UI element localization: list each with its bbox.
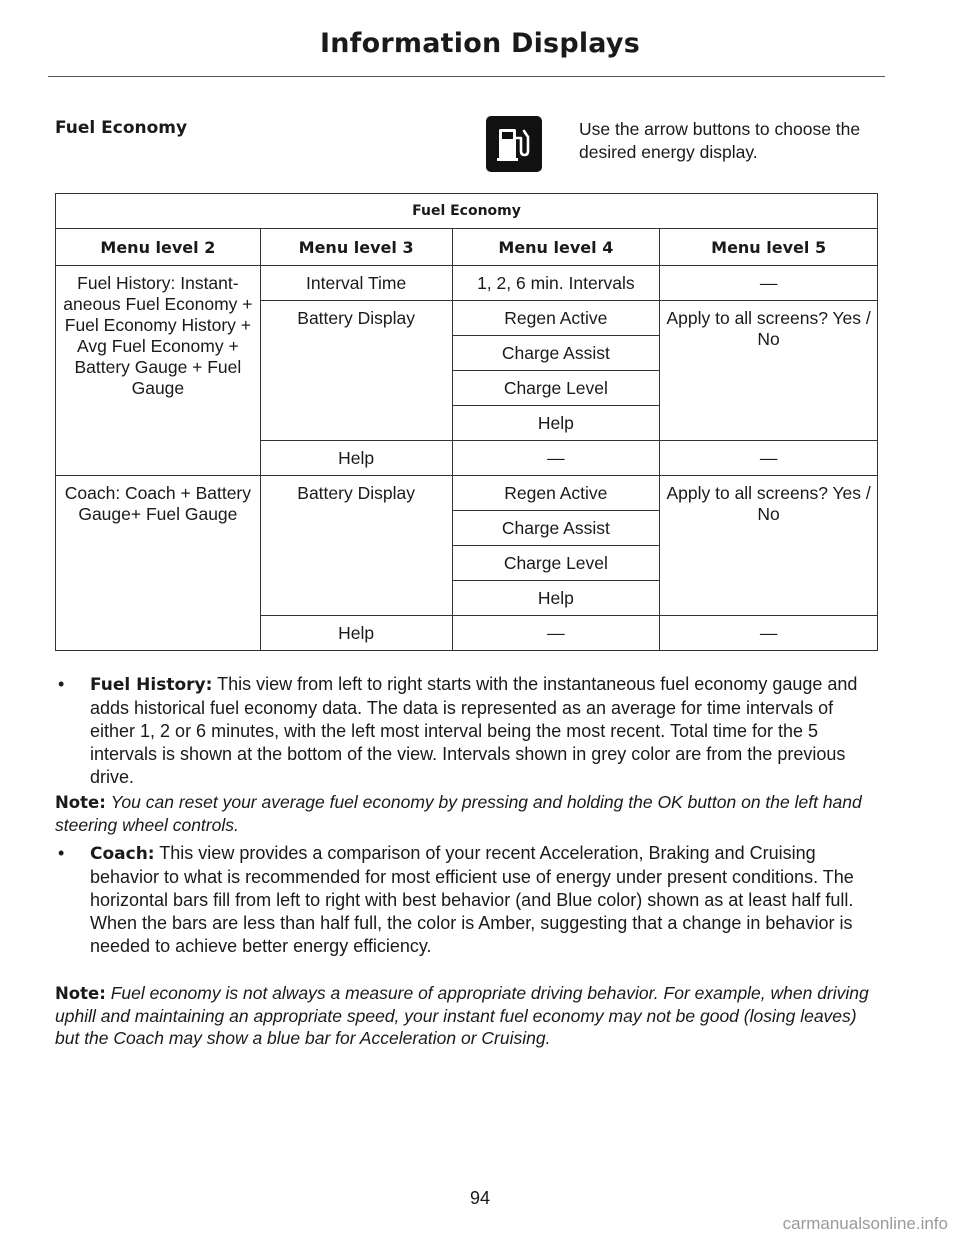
header-divider bbox=[48, 76, 885, 77]
bullet-text: This view from left to right starts with the instantaneous fuel economy gauge and adds historical fuel economy data. The data is represented as an average for time intervals of either 1, 2 or 6 minutes, with the left most interval being the most recent. Total time for the 5 intervals is shown at the bottom of the view. Intervals shown in grey color are from the previous drive. bbox=[90, 674, 858, 787]
cell-charge-level: Charge Level bbox=[452, 546, 660, 581]
col-header-level2: Menu level 2 bbox=[56, 229, 261, 266]
watermark: carmanualsonline.info bbox=[782, 1214, 948, 1233]
cell-fuel-history: Fuel History: Instant-aneous Fuel Economy + Fuel Economy History + Avg Fuel Economy + Battery Gauge + Fuel Gauge bbox=[56, 266, 261, 476]
cell-apply-all: Apply to all screens? Yes / No bbox=[660, 301, 878, 441]
cell-help-dash-level5: — bbox=[660, 441, 878, 476]
cell-help-dash-level4: — bbox=[452, 441, 660, 476]
section-heading: Fuel Economy bbox=[55, 118, 188, 138]
bullet-fuel-history bbox=[58, 673, 880, 789]
bullet-marker: • bbox=[58, 674, 65, 694]
fuel-pump-icon bbox=[486, 116, 542, 172]
cell-help-level4: Help bbox=[452, 581, 660, 616]
col-header-level3: Menu level 3 bbox=[260, 229, 452, 266]
cell-help-level3: Help bbox=[260, 616, 452, 651]
cell-apply-all: Apply to all screens? Yes / No bbox=[660, 476, 878, 616]
page-title: Information Displays bbox=[320, 28, 640, 59]
cell-coach: Coach: Coach + Battery Gauge+ Fuel Gauge bbox=[56, 476, 261, 651]
bullet-term: Coach: bbox=[90, 844, 155, 864]
bullet-term: Fuel History: bbox=[90, 675, 213, 695]
cell-interval-time: Interval Time bbox=[260, 266, 452, 301]
bullet-marker: • bbox=[58, 843, 65, 863]
note-reset bbox=[55, 791, 885, 836]
cell-charge-assist: Charge Assist bbox=[452, 336, 660, 371]
note-text: You can reset your average fuel economy by pressing and holding the OK button on the left hand steering wheel controls. bbox=[55, 792, 862, 835]
cell-help-level4: Help bbox=[452, 406, 660, 441]
cell-battery-display: Battery Display bbox=[260, 301, 452, 441]
col-header-level5: Menu level 5 bbox=[660, 229, 878, 266]
note-label: Note: bbox=[55, 984, 106, 1003]
table-caption: Fuel Economy bbox=[56, 194, 878, 229]
cell-help-level3: Help bbox=[260, 441, 452, 476]
cell-battery-display: Battery Display bbox=[260, 476, 452, 616]
page-number: 94 bbox=[469, 1188, 491, 1208]
bullet-coach bbox=[58, 842, 880, 958]
col-header-level4: Menu level 4 bbox=[452, 229, 660, 266]
intro-text: Use the arrow buttons to choose the desired energy display. bbox=[579, 119, 861, 162]
cell-interval-level5: — bbox=[660, 266, 878, 301]
table-row bbox=[56, 476, 878, 511]
bullet-text: This view provides a comparison of your recent Acceleration, Braking and Cruising behavior to what is recommended for most efficient use of energy under present conditions. The horizontal bars fill from left to right with best behavior (and Blue color) shown as at least half full. When the bars are less than half full, the color is Amber, suggesting that a change in behavior is needed to achieve better energy efficiency. bbox=[90, 843, 854, 956]
cell-help-dash-level4: — bbox=[452, 616, 660, 651]
cell-charge-level: Charge Level bbox=[452, 371, 660, 406]
cell-charge-assist: Charge Assist bbox=[452, 511, 660, 546]
cell-regen-active: Regen Active bbox=[452, 301, 660, 336]
note-label: Note: bbox=[55, 793, 106, 812]
table-row bbox=[56, 266, 878, 301]
cell-help-dash-level5: — bbox=[660, 616, 878, 651]
cell-intervals: 1, 2, 6 min. Intervals bbox=[452, 266, 660, 301]
note-text: Fuel economy is not always a measure of appropriate driving behavior. For example, when driving uphill and maintaining an appropriate speed, your instant fuel economy may not be good (losing leaves) but the Coach may show a blue bar for Acceleration or Cruising. bbox=[55, 983, 869, 1048]
cell-regen-active: Regen Active bbox=[452, 476, 660, 511]
note-driving-behavior bbox=[55, 982, 885, 1049]
fuel-economy-table bbox=[55, 193, 878, 651]
